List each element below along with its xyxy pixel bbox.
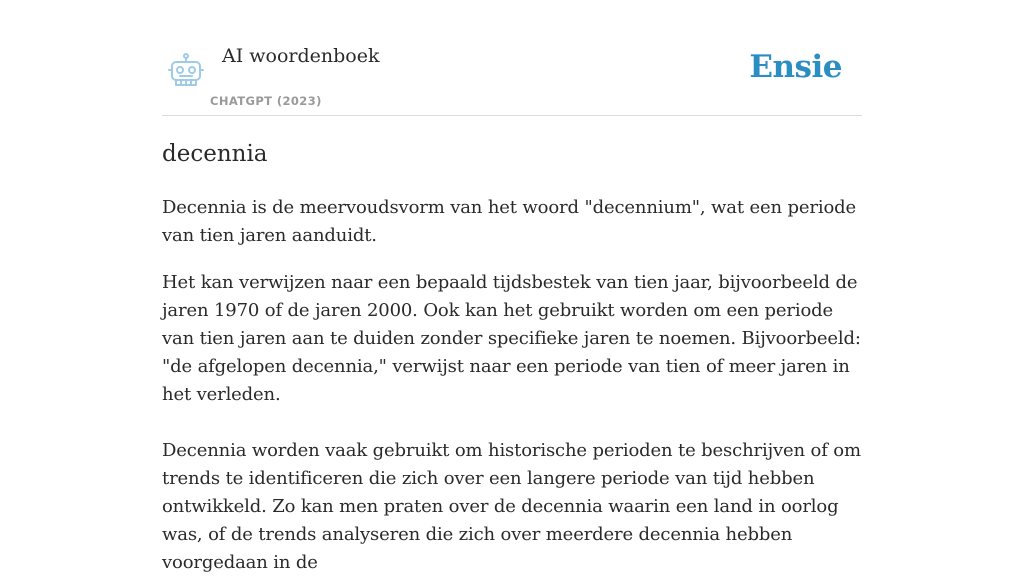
definition-paragraph: Het kan verwijzen naar een bepaald tijdsbestek van tien jaar, bijvoorbeeld de jaren 1970 of de jaren 2000. Ook kan het gebruikt worden om een periode van tien jaren aan te duiden zonder specifieke jaren te noemen. Bijvoorbeeld: "de afgelopen decennia," verwijst naar een periode van tien of meer jaren in het verleden. <box>162 272 861 405</box>
entry-definition <box>162 194 862 577</box>
page-header <box>162 0 862 116</box>
definition-paragraph: Decennia worden vaak gebruikt om historische perioden te beschrijven of om trends te identificeren die zich over een langere periode van tijd hebben ontwikkeld. Zo kan men praten over de decennia waarin een land in oorlog was, of de trends analyseren die zich over meerdere decennia hebben voorgedaan in de <box>162 440 861 573</box>
dictionary-source: CHATGPT (2023) <box>210 94 322 108</box>
definition-paragraph: Decennia is de meervoudsvorm van het woord "decennium", wat een periode van tien jaren aanduidt. <box>162 197 857 246</box>
robot-icon <box>166 52 206 90</box>
entry-content <box>162 138 862 577</box>
entry-term: decennia <box>162 141 268 167</box>
ensie-logo[interactable]: Ensie <box>749 49 842 85</box>
dictionary-title[interactable]: AI woordenboek <box>222 45 380 67</box>
